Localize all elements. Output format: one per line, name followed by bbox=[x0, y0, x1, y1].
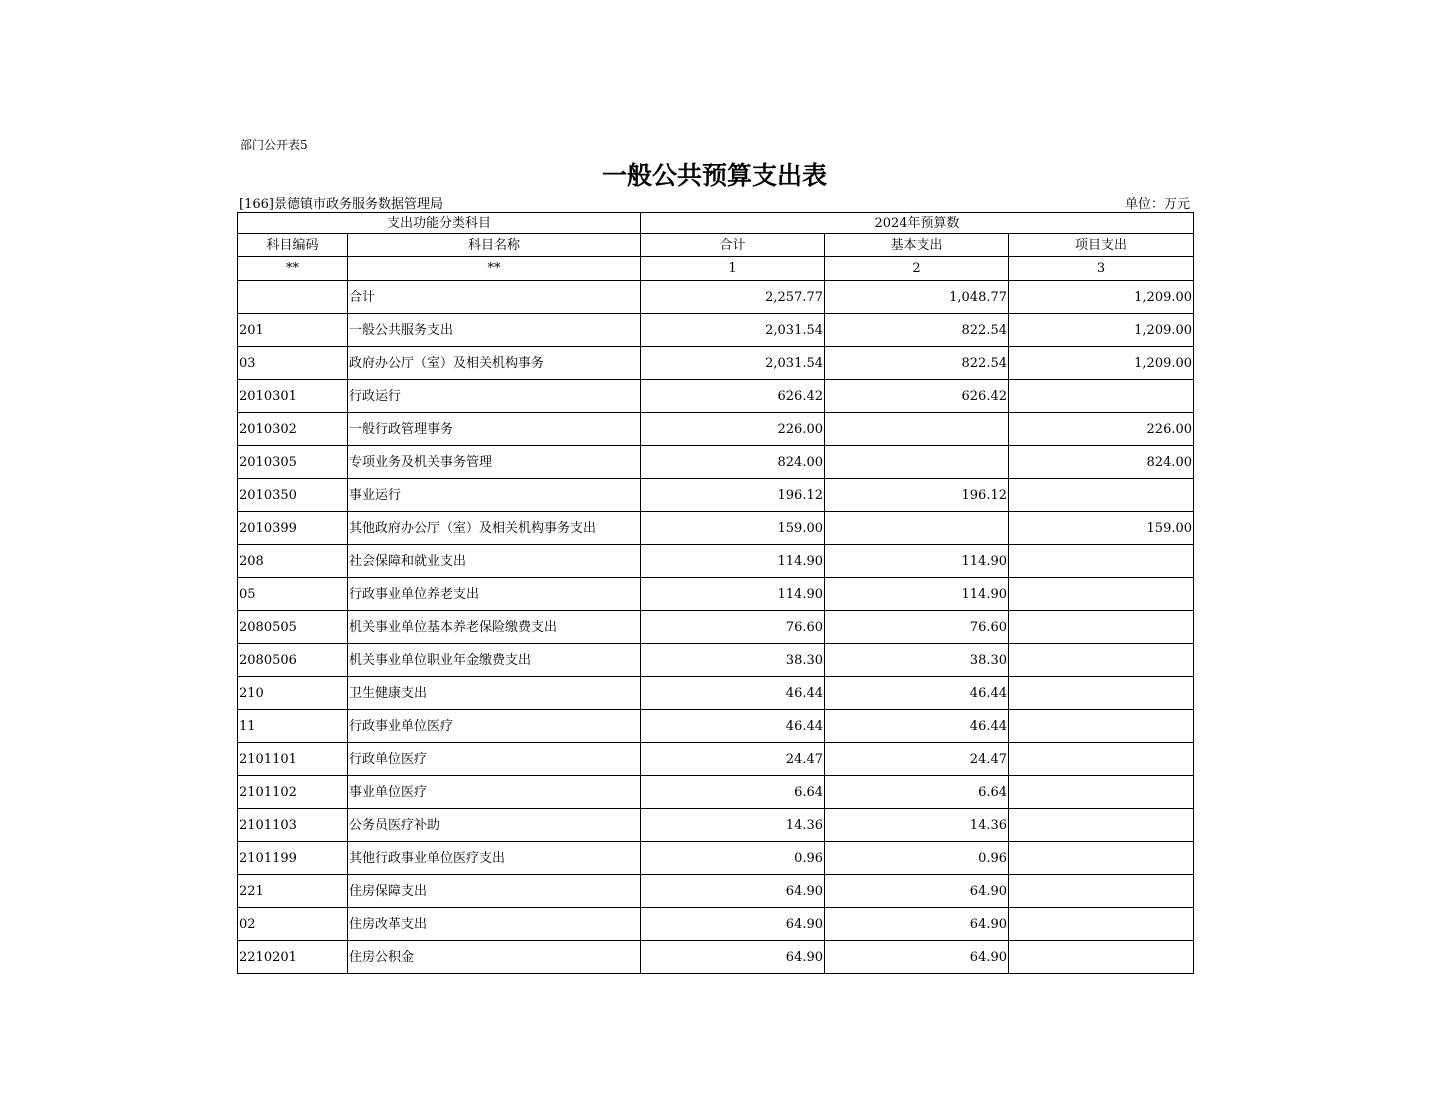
row-project bbox=[1009, 545, 1194, 578]
row-name: 行政单位医疗 bbox=[348, 743, 641, 776]
row-basic: 46.44 bbox=[825, 710, 1009, 743]
index-project: 3 bbox=[1009, 257, 1194, 281]
row-total: 38.30 bbox=[641, 644, 825, 677]
row-code: 03 bbox=[238, 347, 348, 380]
row-project bbox=[1009, 776, 1194, 809]
row-code: 2010399 bbox=[238, 512, 348, 545]
row-code: 208 bbox=[238, 545, 348, 578]
header-total: 合计 bbox=[641, 234, 825, 257]
row-name: 机关事业单位职业年金缴费支出 bbox=[348, 644, 641, 677]
budget-table-body bbox=[238, 281, 1194, 974]
table-row bbox=[238, 446, 1194, 479]
header-group-row bbox=[238, 213, 1194, 234]
row-total: 64.90 bbox=[641, 941, 825, 974]
row-project bbox=[1009, 941, 1194, 974]
row-basic: 76.60 bbox=[825, 611, 1009, 644]
row-project bbox=[1009, 743, 1194, 776]
row-project bbox=[1009, 380, 1194, 413]
row-name: 一般公共服务支出 bbox=[348, 314, 641, 347]
header-name: 科目名称 bbox=[348, 234, 641, 257]
row-name: 事业单位医疗 bbox=[348, 776, 641, 809]
table-row bbox=[238, 677, 1194, 710]
row-name: 住房保障支出 bbox=[348, 875, 641, 908]
row-total: 2,257.77 bbox=[641, 281, 825, 314]
table-row bbox=[238, 809, 1194, 842]
row-name: 行政事业单位医疗 bbox=[348, 710, 641, 743]
row-project bbox=[1009, 578, 1194, 611]
row-basic: 6.64 bbox=[825, 776, 1009, 809]
table-row bbox=[238, 314, 1194, 347]
row-basic: 626.42 bbox=[825, 380, 1009, 413]
row-basic: 64.90 bbox=[825, 875, 1009, 908]
header-index-row bbox=[238, 257, 1194, 281]
row-total: 159.00 bbox=[641, 512, 825, 545]
row-code: 221 bbox=[238, 875, 348, 908]
row-name: 住房改革支出 bbox=[348, 908, 641, 941]
row-project bbox=[1009, 677, 1194, 710]
row-total: 114.90 bbox=[641, 578, 825, 611]
table-row bbox=[238, 644, 1194, 677]
row-code: 2101102 bbox=[238, 776, 348, 809]
row-basic bbox=[825, 413, 1009, 446]
row-basic: 1,048.77 bbox=[825, 281, 1009, 314]
table-row bbox=[238, 545, 1194, 578]
table-row bbox=[238, 908, 1194, 941]
row-project: 1,209.00 bbox=[1009, 314, 1194, 347]
row-code: 2101103 bbox=[238, 809, 348, 842]
row-project: 226.00 bbox=[1009, 413, 1194, 446]
index-name: ** bbox=[348, 257, 641, 281]
table-row bbox=[238, 413, 1194, 446]
header-function-category: 支出功能分类科目 bbox=[238, 213, 641, 234]
row-basic: 24.47 bbox=[825, 743, 1009, 776]
row-total: 196.12 bbox=[641, 479, 825, 512]
row-name: 其他政府办公厅（室）及相关机构事务支出 bbox=[348, 512, 641, 545]
row-total: 114.90 bbox=[641, 545, 825, 578]
row-code bbox=[238, 281, 348, 314]
header-budget-year: 2024年预算数 bbox=[641, 213, 1194, 234]
row-total: 76.60 bbox=[641, 611, 825, 644]
unit-label: 单位：万元 bbox=[1124, 197, 1190, 212]
row-name: 行政运行 bbox=[348, 380, 641, 413]
row-code: 2101199 bbox=[238, 842, 348, 875]
row-name: 专项业务及机关事务管理 bbox=[348, 446, 641, 479]
table-row bbox=[238, 842, 1194, 875]
row-basic: 64.90 bbox=[825, 941, 1009, 974]
row-project bbox=[1009, 809, 1194, 842]
row-project bbox=[1009, 479, 1194, 512]
row-basic bbox=[825, 446, 1009, 479]
row-project bbox=[1009, 710, 1194, 743]
row-total: 0.96 bbox=[641, 842, 825, 875]
page-title: 一般公共预算支出表 bbox=[601, 161, 827, 190]
row-code: 2080506 bbox=[238, 644, 348, 677]
row-code: 02 bbox=[238, 908, 348, 941]
table-row bbox=[238, 776, 1194, 809]
row-basic: 64.90 bbox=[825, 908, 1009, 941]
row-total: 46.44 bbox=[641, 710, 825, 743]
row-total: 824.00 bbox=[641, 446, 825, 479]
row-total: 64.90 bbox=[641, 908, 825, 941]
table-row bbox=[238, 479, 1194, 512]
row-total: 24.47 bbox=[641, 743, 825, 776]
row-basic: 196.12 bbox=[825, 479, 1009, 512]
row-code: 2080505 bbox=[238, 611, 348, 644]
row-code: 2010301 bbox=[238, 380, 348, 413]
row-code: 2010302 bbox=[238, 413, 348, 446]
row-basic: 822.54 bbox=[825, 314, 1009, 347]
row-total: 46.44 bbox=[641, 677, 825, 710]
row-name: 社会保障和就业支出 bbox=[348, 545, 641, 578]
row-code: 11 bbox=[238, 710, 348, 743]
row-basic: 38.30 bbox=[825, 644, 1009, 677]
row-name: 政府办公厅（室）及相关机构事务 bbox=[348, 347, 641, 380]
table-row bbox=[238, 710, 1194, 743]
row-name: 一般行政管理事务 bbox=[348, 413, 641, 446]
row-name: 住房公积金 bbox=[348, 941, 641, 974]
row-name: 公务员医疗补助 bbox=[348, 809, 641, 842]
row-project: 1,209.00 bbox=[1009, 281, 1194, 314]
row-name: 机关事业单位基本养老保险缴费支出 bbox=[348, 611, 641, 644]
budget-table bbox=[237, 212, 1194, 974]
row-project bbox=[1009, 644, 1194, 677]
row-code: 2210201 bbox=[238, 941, 348, 974]
index-basic: 2 bbox=[825, 257, 1009, 281]
header-project: 项目支出 bbox=[1009, 234, 1194, 257]
row-project bbox=[1009, 611, 1194, 644]
row-total: 14.36 bbox=[641, 809, 825, 842]
row-code: 201 bbox=[238, 314, 348, 347]
row-basic: 0.96 bbox=[825, 842, 1009, 875]
table-row bbox=[238, 512, 1194, 545]
row-project bbox=[1009, 908, 1194, 941]
header-column-row bbox=[238, 234, 1194, 257]
table-row bbox=[238, 380, 1194, 413]
row-project: 824.00 bbox=[1009, 446, 1194, 479]
row-basic: 114.90 bbox=[825, 578, 1009, 611]
row-basic: 46.44 bbox=[825, 677, 1009, 710]
row-basic: 114.90 bbox=[825, 545, 1009, 578]
row-code: 210 bbox=[238, 677, 348, 710]
header-basic: 基本支出 bbox=[825, 234, 1009, 257]
row-basic: 14.36 bbox=[825, 809, 1009, 842]
row-total: 6.64 bbox=[641, 776, 825, 809]
row-project: 1,209.00 bbox=[1009, 347, 1194, 380]
row-name: 其他行政事业单位医疗支出 bbox=[348, 842, 641, 875]
table-row bbox=[238, 743, 1194, 776]
row-name: 事业运行 bbox=[348, 479, 641, 512]
row-basic: 822.54 bbox=[825, 347, 1009, 380]
table-row bbox=[238, 941, 1194, 974]
row-total: 226.00 bbox=[641, 413, 825, 446]
row-total: 626.42 bbox=[641, 380, 825, 413]
row-total: 64.90 bbox=[641, 875, 825, 908]
table-row bbox=[238, 281, 1194, 314]
index-code: ** bbox=[238, 257, 348, 281]
row-project bbox=[1009, 842, 1194, 875]
row-project: 159.00 bbox=[1009, 512, 1194, 545]
table-row bbox=[238, 347, 1194, 380]
row-code: 05 bbox=[238, 578, 348, 611]
row-total: 2,031.54 bbox=[641, 314, 825, 347]
table-row bbox=[238, 578, 1194, 611]
row-project bbox=[1009, 875, 1194, 908]
header-code: 科目编码 bbox=[238, 234, 348, 257]
row-code: 2010305 bbox=[238, 446, 348, 479]
organization-name: [166]景德镇市政务服务数据管理局 bbox=[239, 197, 443, 212]
table-row bbox=[238, 875, 1194, 908]
row-code: 2101101 bbox=[238, 743, 348, 776]
table-row bbox=[238, 611, 1194, 644]
row-name: 卫生健康支出 bbox=[348, 677, 641, 710]
row-name: 行政事业单位养老支出 bbox=[348, 578, 641, 611]
row-basic bbox=[825, 512, 1009, 545]
index-total: 1 bbox=[641, 257, 825, 281]
row-total: 2,031.54 bbox=[641, 347, 825, 380]
row-name: 合计 bbox=[348, 281, 641, 314]
row-code: 2010350 bbox=[238, 479, 348, 512]
document-label: 部门公开表5 bbox=[240, 138, 308, 152]
